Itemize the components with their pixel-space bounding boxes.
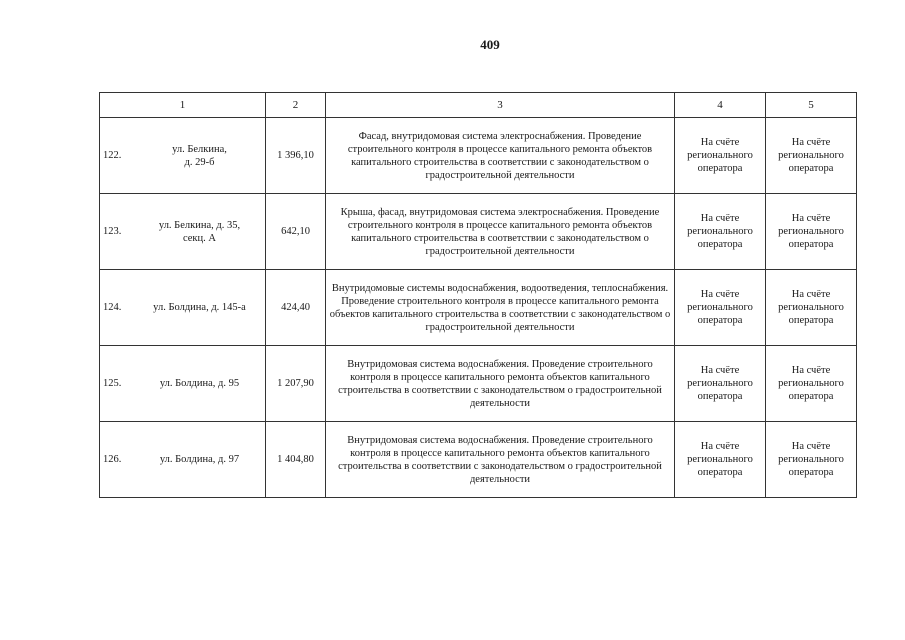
works-cell: Внутридомовая система водоснабжения. Проведение строительного контроля в процессе капитального ремонта объектов капитального строительства в соответствии с законодательством о градостроительной деятельности xyxy=(326,422,675,498)
row-number: 124. xyxy=(103,302,122,313)
address-text: ул. Болдина, д. 145-а xyxy=(153,302,246,313)
col4-cell: На счёте регионального оператора xyxy=(675,422,766,498)
area-cell: 1 396,10 xyxy=(266,118,326,194)
col4-cell: На счёте регионального оператора xyxy=(675,270,766,346)
works-cell: Внутридомовая система водоснабжения. Проведение строительного контроля в процессе капитального ремонта объектов капитального строительства в соответствии с законодательством о градостроительной деятельности xyxy=(326,346,675,422)
address-cell xyxy=(100,346,266,422)
repair-schedule-table xyxy=(99,92,857,498)
address-text: ул. Белкина, д. 29-б xyxy=(172,143,227,168)
works-cell: Внутридомовые системы водоснабжения, водоотведения, теплоснабжения. Проведение строительного контроля в процессе капитального ремонта объектов капитального строительства в соответствии с законодательством о градостроительной деятельности xyxy=(326,270,675,346)
row-number: 125. xyxy=(103,378,122,389)
row-number: 122. xyxy=(103,150,122,161)
col5-cell: На счёте регионального оператора xyxy=(766,194,857,270)
works-cell: Фасад, внутридомовая система электроснабжения. Проведение строительного контроля в процессе капитального ремонта объектов капитального строительства в соответствии с законодательством о градостроительной деятельности xyxy=(326,118,675,194)
col4-cell: На счёте регионального оператора xyxy=(675,118,766,194)
address-cell xyxy=(100,118,266,194)
table-row xyxy=(100,118,857,194)
header-col-2: 2 xyxy=(266,93,326,118)
address-text: ул. Болдина, д. 97 xyxy=(159,454,240,465)
header-col-4: 4 xyxy=(675,93,766,118)
table-row xyxy=(100,270,857,346)
address-cell xyxy=(100,422,266,498)
col5-cell: На счёте регионального оператора xyxy=(766,270,857,346)
col5-cell: На счёте регионального оператора xyxy=(766,118,857,194)
row-number: 126. xyxy=(103,454,122,465)
row-number: 123. xyxy=(103,226,122,237)
header-col-3: 3 xyxy=(326,93,675,118)
col5-cell: На счёте регионального оператора xyxy=(766,422,857,498)
address-cell xyxy=(100,270,266,346)
header-col-5: 5 xyxy=(766,93,857,118)
address-text: ул. Болдина, д. 95 xyxy=(159,378,240,389)
table-row xyxy=(100,422,857,498)
area-cell: 1 207,90 xyxy=(266,346,326,422)
col4-cell: На счёте регионального оператора xyxy=(675,346,766,422)
header-col-1: 1 xyxy=(100,93,266,118)
col4-cell: На счёте регионального оператора xyxy=(675,194,766,270)
area-cell: 424,40 xyxy=(266,270,326,346)
address-text: ул. Белкина, д. 35, секц. А xyxy=(158,219,241,244)
col5-cell: На счёте регионального оператора xyxy=(766,346,857,422)
table-row xyxy=(100,346,857,422)
works-cell: Крыша, фасад, внутридомовая система электроснабжения. Проведение строительного контроля в процессе капитального ремонта объектов капитального строительства в соответствии с законодательством о градостроительной деятельности xyxy=(326,194,675,270)
address-cell xyxy=(100,194,266,270)
area-cell: 1 404,80 xyxy=(266,422,326,498)
table-row xyxy=(100,194,857,270)
page-number: 409 xyxy=(480,37,500,52)
area-cell: 642,10 xyxy=(266,194,326,270)
table-header-row xyxy=(100,93,857,118)
